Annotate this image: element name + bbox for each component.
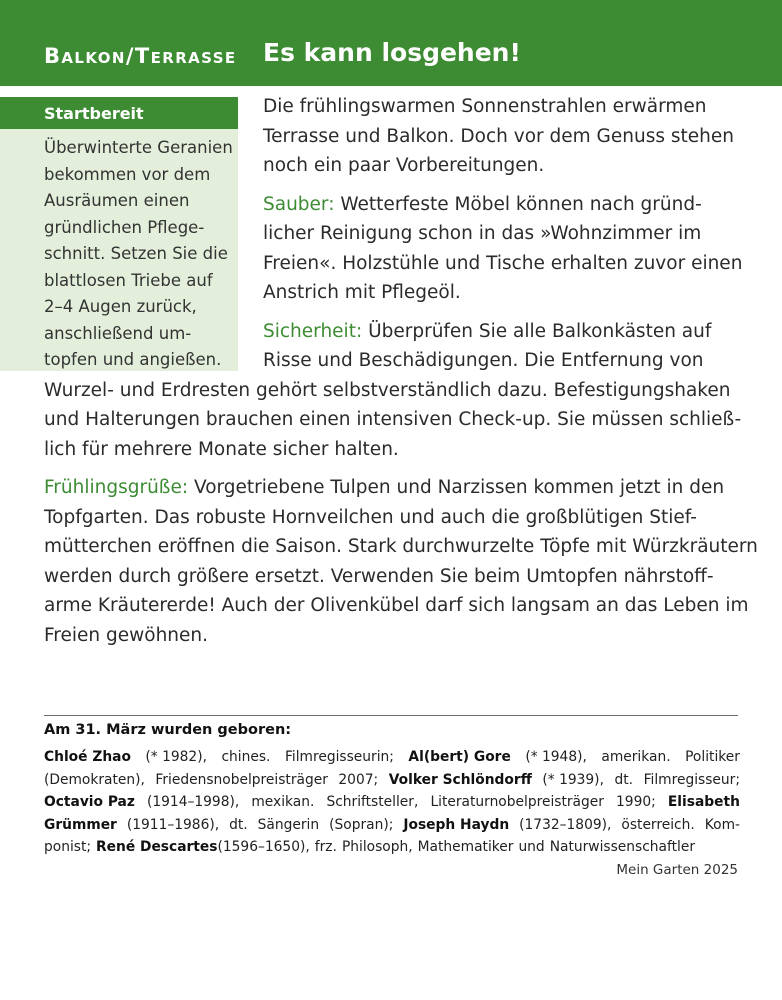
person-name: Volker Schlöndorff bbox=[388, 771, 532, 788]
births-line bbox=[44, 836, 740, 859]
fruehling-line: mütterchen eröffnen die Saison. Stark durchwurzelte Töpfe mit Würzkräutern bbox=[44, 536, 758, 557]
tip-line: bekommen vor dem bbox=[44, 164, 211, 184]
tip-box-title: Startbereit bbox=[44, 104, 144, 123]
tip-line: topfen und angießen. bbox=[44, 350, 222, 369]
sicherheit-first-line: Sicherheit: Überprüfen Sie alle Balkonkästen auf bbox=[263, 320, 712, 342]
births-word: österreich. bbox=[621, 816, 695, 833]
tip-line: anschließend um- bbox=[44, 323, 192, 343]
births-word: Literaturnobelpreisträger bbox=[430, 794, 604, 810]
births-title: Am 31. März wurden geboren: bbox=[44, 722, 292, 738]
person-name: Joseph Haydn bbox=[403, 816, 510, 833]
births-word: (1732–1809), bbox=[519, 816, 612, 833]
intro-line: Terrasse und Balkon. Doch vor dem Genuss stehen bbox=[263, 125, 734, 147]
births-word: Naturwissenschaftler bbox=[549, 839, 696, 855]
person-name: René Descartes bbox=[96, 839, 218, 855]
fruehling-line: arme Kräutererde! Auch der Olivenkübel darf sich langsam an das Leben im bbox=[44, 595, 749, 616]
main-article bbox=[44, 92, 758, 650]
tip-line: schnitt. Setzen Sie die bbox=[44, 244, 228, 263]
births-word: (1596–1650), bbox=[217, 839, 310, 855]
births-word: Philosoph, bbox=[341, 839, 413, 855]
births-word: Filmregisseurin; bbox=[284, 749, 394, 765]
births-word: 2007; bbox=[338, 771, 379, 788]
births-word: Sängerin bbox=[257, 816, 320, 833]
births-word: (* 1939), bbox=[542, 771, 604, 788]
tip-line: gründlichen Pflege- bbox=[44, 217, 205, 237]
tip-line: 2–4 Augen zurück, bbox=[44, 297, 197, 316]
births-word: amerikan. bbox=[601, 749, 671, 765]
intro-line: noch ein paar Vorbereitungen. bbox=[263, 155, 545, 176]
births-word: Mathematiker bbox=[417, 839, 514, 855]
births-word: dt. bbox=[614, 771, 634, 788]
fruehling-line: Freien gewöhnen. bbox=[44, 624, 209, 646]
sicherheit-line: und Halterungen brauchen einen intensiven Check-up. Sie müssen schließ- bbox=[44, 409, 742, 430]
births-word: Filmregisseur; bbox=[643, 771, 740, 788]
births-word: mexikan. bbox=[251, 794, 315, 810]
sauber-first-line: Sauber: Wetterfeste Möbel können nach gründ- bbox=[263, 193, 702, 215]
births-line bbox=[44, 814, 740, 837]
header-bar bbox=[0, 0, 782, 86]
births-word: (Demokraten), bbox=[44, 771, 145, 788]
sauber-line: Freien«. Holzstühle und Tische erhalten zuvor einen bbox=[263, 252, 743, 274]
births-line bbox=[44, 791, 740, 814]
sicherheit-line: Risse und Beschädigungen. Die Entfernung von bbox=[263, 350, 704, 371]
person-name: Octavio Paz bbox=[44, 794, 135, 810]
tip-line: Überwinterte Geranien bbox=[44, 138, 233, 157]
births-word: (* 1948), bbox=[525, 749, 587, 765]
fruehling-first-line: Frühlingsgrüße: Vorgetriebene Tulpen und Narzissen kommen jetzt in den bbox=[44, 477, 725, 498]
births-line bbox=[44, 769, 740, 792]
births-word: Schriftsteller, bbox=[326, 794, 419, 810]
intro-line: Die frühlingswarmen Sonnenstrahlen erwärmen bbox=[263, 96, 707, 117]
births-word: dt. bbox=[229, 816, 248, 833]
sauber-line: Anstrich mit Pflegeöl. bbox=[263, 282, 461, 303]
fruehling-heading: Frühlingsgrüße: bbox=[44, 477, 189, 498]
births-word: chines. bbox=[221, 749, 271, 765]
fruehling-line: Topfgarten. Das robuste Hornveilchen und auch die großblütigen Stief- bbox=[44, 506, 697, 528]
births-word: Politiker bbox=[685, 749, 740, 765]
person-name: Al(bert) Gore bbox=[408, 749, 511, 765]
births-list bbox=[44, 746, 740, 859]
births-line bbox=[44, 746, 740, 769]
sicherheit-line: lich für mehrere Monate sicher halten. bbox=[44, 438, 399, 460]
tip-line: Ausräumen einen bbox=[44, 191, 190, 210]
footer-text: Mein Garten 2025 bbox=[616, 862, 738, 878]
person-name: Chloé Zhao bbox=[44, 749, 131, 765]
births-word: (Sopran); bbox=[329, 816, 394, 833]
births-word: ponist; bbox=[44, 839, 92, 855]
person-name: Elisabeth bbox=[667, 794, 740, 810]
births-word: frz. bbox=[314, 839, 337, 855]
tip-line: blattlosen Triebe auf bbox=[44, 270, 213, 290]
births-word: Friedensnobelpreisträger bbox=[155, 771, 328, 788]
births-word: (* 1982), bbox=[145, 749, 207, 765]
sicherheit-line: Wurzel- und Erdresten gehört selbstverständlich dazu. Befestigungshaken bbox=[44, 379, 731, 401]
sauber-heading: Sauber: bbox=[263, 193, 335, 215]
births-word: 1990; bbox=[616, 794, 656, 810]
page-title: Es kann losgehen! bbox=[263, 38, 521, 67]
sauber-line: licher Reinigung schon in das »Wohnzimmer im bbox=[263, 223, 702, 244]
divider bbox=[44, 715, 738, 716]
fruehling-line: werden durch größere ersetzt. Verwenden Sie beim Umtopfen nährstoff- bbox=[44, 565, 714, 587]
births-word: (1914–1998), bbox=[146, 794, 240, 810]
person-name: Grümmer bbox=[44, 816, 117, 833]
section-label: Balkon/Terrasse bbox=[44, 44, 237, 68]
births-word: (1911–1986), bbox=[126, 816, 220, 833]
births-word: und bbox=[518, 839, 545, 855]
births-word: Kom- bbox=[704, 816, 740, 833]
sicherheit-heading: Sicherheit: bbox=[263, 320, 363, 342]
